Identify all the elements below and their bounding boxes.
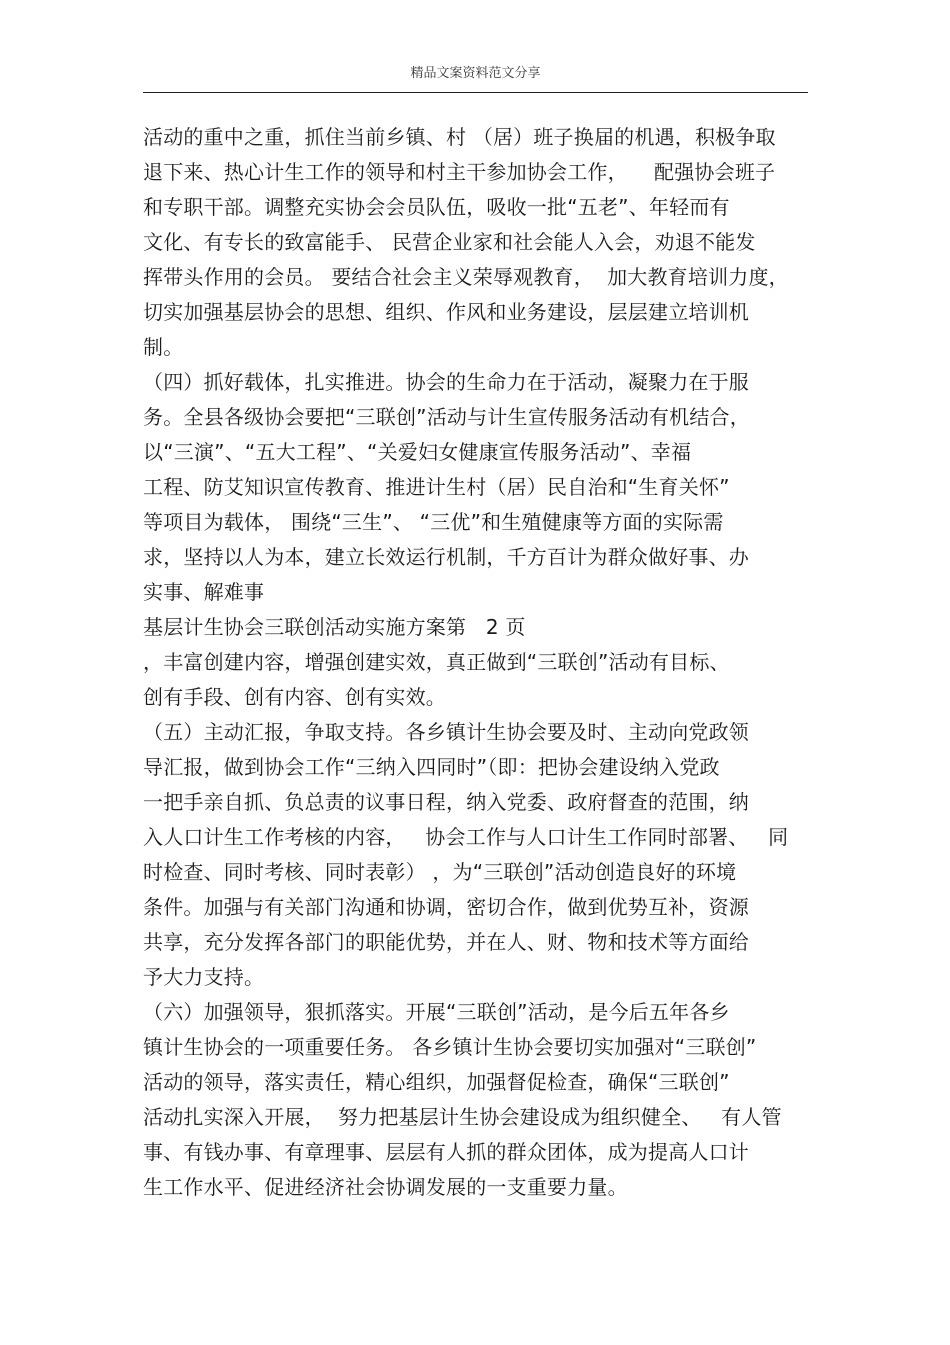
text-line: 导汇报，做到协会工作“三纳入四同时”（即：把协会建设纳入党政 — [143, 755, 720, 779]
text-line: 共享，充分发挥各部门的职能优势，并在人、财、物和技术等方面给 — [143, 930, 749, 954]
document-body — [143, 120, 823, 1205]
text-line: 时检查、同时考核、同时表彰） ，为“三联创”活动创造良好的环境 — [143, 860, 737, 884]
section-heading-line: （五）主动汇报，争取支持。各乡镇计生协会要及时、主动向党政领 — [143, 720, 749, 744]
page-header: 精品文案资料范文分享 — [410, 66, 541, 81]
text-line: 制。 — [143, 335, 184, 359]
text-line: 活动的领导，落实责任，精心组织，加强督促检查，确保“三联创” — [143, 1070, 730, 1094]
text-line: 挥带头作用的会员。 要结合社会主义荣辱观教育， 加大教育培训力度， — [143, 265, 789, 289]
text-line: 予大力支持。 — [143, 965, 265, 989]
text-line: 工程、防艾知识宣传教育、推进计生村（居）民自治和“生育关怀” — [143, 475, 730, 499]
text-line: 创有手段、创有内容、创有实效。 — [143, 685, 446, 709]
text-line: ，丰富创建内容，增强创建实效，真正做到“三联创”活动有目标、 — [143, 650, 730, 674]
section-heading-line: （四）抓好载体，扎实推进。协会的生命力在于活动，凝聚力在于服 — [143, 370, 749, 394]
text-line: 文化、有专长的致富能手、 民营企业家和社会能人入会，劝退不能发 — [143, 230, 756, 254]
text-line: 等项目为载体， 围绕“三生”、 “三优”和生殖健康等方面的实际需 — [143, 510, 724, 534]
text-line: 务。全县各级协会要把“三联创”活动与计生宣传服务活动有机结合， — [143, 405, 750, 429]
text-line: 实事、解难事 — [143, 580, 265, 604]
text-line: 求，坚持以人为本，建立长效运行机制，千方百计为群众做好事、办 — [143, 545, 749, 569]
text-line: 条件。加强与有关部门沟通和协调，密切合作，做到优势互补，资源 — [143, 895, 749, 919]
text-line: 事、有钱办事、有章理事、层层有人抓的群众团体，成为提高人口计 — [143, 1140, 749, 1164]
text-line: 镇计生协会的一项重要任务。 各乡镇计生协会要切实加强对“三联创” — [143, 1035, 757, 1059]
text-line: 以“三演”、“五大工程”、“关爱妇女健康宣传服务活动”、幸福 — [143, 440, 692, 464]
section-heading-line: （六）加强领导，狠抓落实。开展“三联创”活动，是今后五年各乡 — [143, 1000, 730, 1024]
header-divider — [143, 92, 808, 93]
text-line: 退下来、热心计生工作的领导和村主干参加协会工作， 配强协会班子 — [143, 160, 776, 184]
page-footer-line: 基层计生协会三联创活动实施方案第 2 页 — [143, 615, 526, 639]
text-line: 切实加强基层协会的思想、组织、作风和业务建设，层层建立培训机 — [143, 300, 749, 324]
text-line: 生工作水平、促进经济社会协调发展的一支重要力量。 — [143, 1175, 628, 1199]
text-line: 和专职干部。调整充实协会会员队伍，吸收一批“五老”、年轻而有 — [143, 195, 730, 219]
text-line: 活动扎实深入开展， 努力把基层计生协会建设成为组织健全、 有人管 — [143, 1105, 782, 1129]
text-line: 一把手亲自抓、负总责的议事日程，纳入党委、政府督查的范围，纳 — [143, 790, 749, 814]
text-line: 入人口计生工作考核的内容， 协会工作与人口计生工作同时部署、 同 — [143, 825, 789, 849]
text-line: 活动的重中之重，抓住当前乡镇、村 （居）班子换届的机遇，积极争取 — [143, 125, 776, 149]
